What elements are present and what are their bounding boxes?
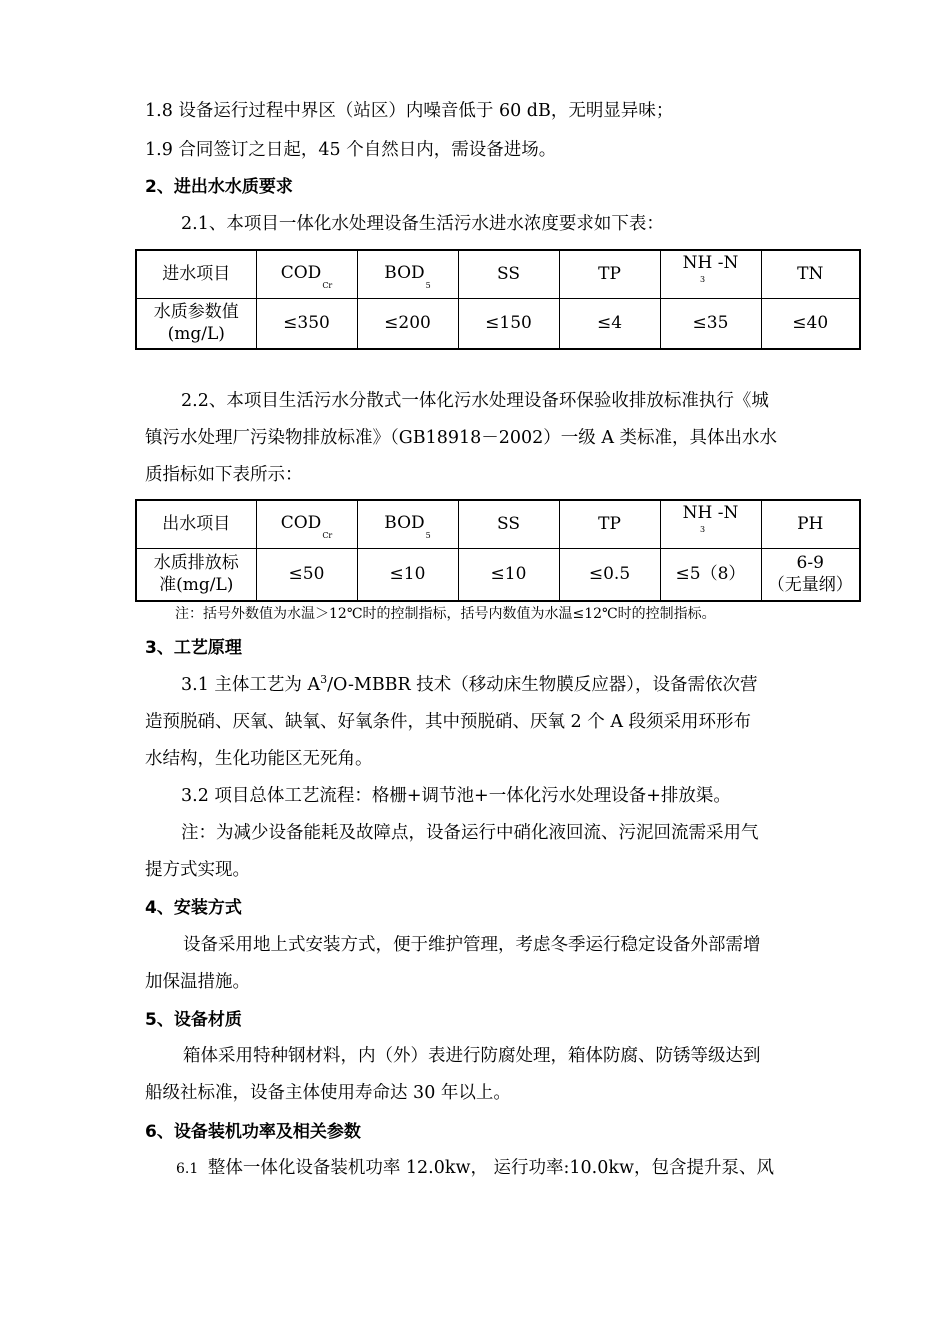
table-row — [136, 298, 860, 349]
header-cell: 出水项目 — [136, 500, 256, 548]
value-cell: ≤200 — [357, 298, 458, 349]
header-cell-nh3n: NH -N $^3$ — [660, 500, 761, 548]
paragraph-4-line-2: 加保温措施。 — [145, 972, 250, 992]
table-row — [136, 548, 860, 601]
value-cell: ≤150 — [458, 298, 559, 349]
value-cell: ≤50 — [256, 548, 357, 601]
value-cell: ≤40 — [761, 298, 860, 349]
paragraph-2-2-line-2: 镇污水处理厂污染物排放标准》（GB18918－2002）一级 A 类标准，具体出水水 — [145, 428, 778, 448]
header-cell-ss: SS — [458, 500, 559, 548]
value-cell: ≤4 — [559, 298, 660, 349]
value-cell-ph: 6-9 （无量纲） — [761, 548, 860, 601]
heading-section-6: 6、设备装机功率及相关参数 — [145, 1122, 361, 1142]
paragraph-3-note-line-1: 注：为减少设备能耗及故障点，设备运行中硝化液回流、污泥回流需采用气 — [181, 823, 759, 843]
header-cell-ss: SS — [458, 250, 559, 298]
paragraph-3-1-line-2: 造预脱硝、厌氧、缺氧、好氧条件，其中预脱硝、厌氧 2 个 A 段须采用环形布 — [145, 712, 752, 732]
paragraph-3-1-line-3: 水结构，生化功能区无死角。 — [145, 749, 373, 769]
value-cell: ≤350 — [256, 298, 357, 349]
table-header-row — [136, 250, 860, 298]
value-cell: ≤10 — [458, 548, 559, 601]
header-cell-nh3n: NH -N $^3$ — [660, 250, 761, 298]
value-cell: ≤0.5 — [559, 548, 660, 601]
value-cell: ≤5（8） — [660, 548, 761, 601]
paragraph-3-2: 3.2 项目总体工艺流程：格栅+调节池+一体化污水处理设备+排放渠。 — [181, 786, 731, 806]
paragraph-1-9: 1.9 合同签订之日起，45 个自然日内，需设备进场。 — [145, 140, 557, 160]
heading-section-2: 2、进出水水质要求 — [145, 177, 293, 197]
paragraph-5-line-2: 船级社标准，设备主体使用寿命达 30 年以上。 — [145, 1083, 511, 1103]
paragraph-3-1-suffix: /O-MBBR 技术（移动床生物膜反应器），设备需依次营 — [327, 675, 758, 695]
paragraph-2-2-line-1: 2.2、本项目生活污水分散式一体化污水处理设备环保验收排放标准执行《城 — [181, 391, 769, 411]
value-cell: ≤10 — [357, 548, 458, 601]
paragraph-2-1: 2.1、本项目一体化水处理设备生活污水进水浓度要求如下表： — [181, 214, 664, 234]
heading-section-3: 3、工艺原理 — [145, 638, 242, 658]
paragraph-1-8: 1.8 设备运行过程中界区（站区）内噪音低于 60 dB，无明显异味； — [145, 101, 674, 121]
paragraph-3-1-prefix: 3.1 主体工艺为 A — [181, 675, 321, 695]
heading-section-4: 4、安装方式 — [145, 898, 242, 918]
header-cell-bod: BOD5 — [357, 250, 458, 298]
header-cell-tn: TN — [761, 250, 860, 298]
header-cell-tp: TP — [559, 250, 660, 298]
header-cell-bod: BOD5 — [357, 500, 458, 548]
heading-section-5: 5、设备材质 — [145, 1010, 242, 1030]
header-cell-cod: CODCr — [256, 250, 357, 298]
outflow-quality-table — [135, 499, 861, 602]
paragraph-2-2-line-3: 质指标如下表所示： — [145, 465, 303, 485]
inflow-quality-table — [135, 249, 861, 350]
paragraph-4-line-1: 设备采用地上式安装方式，便于维护管理，考虑冬季运行稳定设备外部需增 — [183, 935, 761, 955]
header-cell-ph: PH — [761, 500, 860, 548]
header-cell-cod: CODCr — [256, 500, 357, 548]
table-header-row — [136, 500, 860, 548]
superscript: 3 — [320, 673, 328, 687]
paragraph-6-1-number: 6.1 — [176, 1161, 199, 1177]
header-cell-tp: TP — [559, 500, 660, 548]
row-label-cell: 水质参数值 (mg/L) — [136, 298, 256, 349]
paragraph-3-note-line-2: 提方式实现。 — [145, 860, 250, 880]
row-label-cell: 水质排放标 准(mg/L) — [136, 548, 256, 601]
paragraph-6-1-text: 整体一体化设备装机功率 12.0kw， 运行功率:10.0kw，包含提升泵、风 — [207, 1158, 774, 1178]
paragraph-5-line-1: 箱体采用特种钢材料，内（外）表进行防腐处理，箱体防腐、防锈等级达到 — [183, 1046, 761, 1066]
table-note: 注：括号外数值为水温＞12℃时的控制指标，括号内数值为水温≤12℃时的控制指标。 — [175, 606, 716, 622]
value-cell: ≤35 — [660, 298, 761, 349]
paragraph-3-1-line-1 — [181, 673, 758, 697]
header-cell: 进水项目 — [136, 250, 256, 298]
paragraph-6-1 — [176, 1156, 774, 1181]
